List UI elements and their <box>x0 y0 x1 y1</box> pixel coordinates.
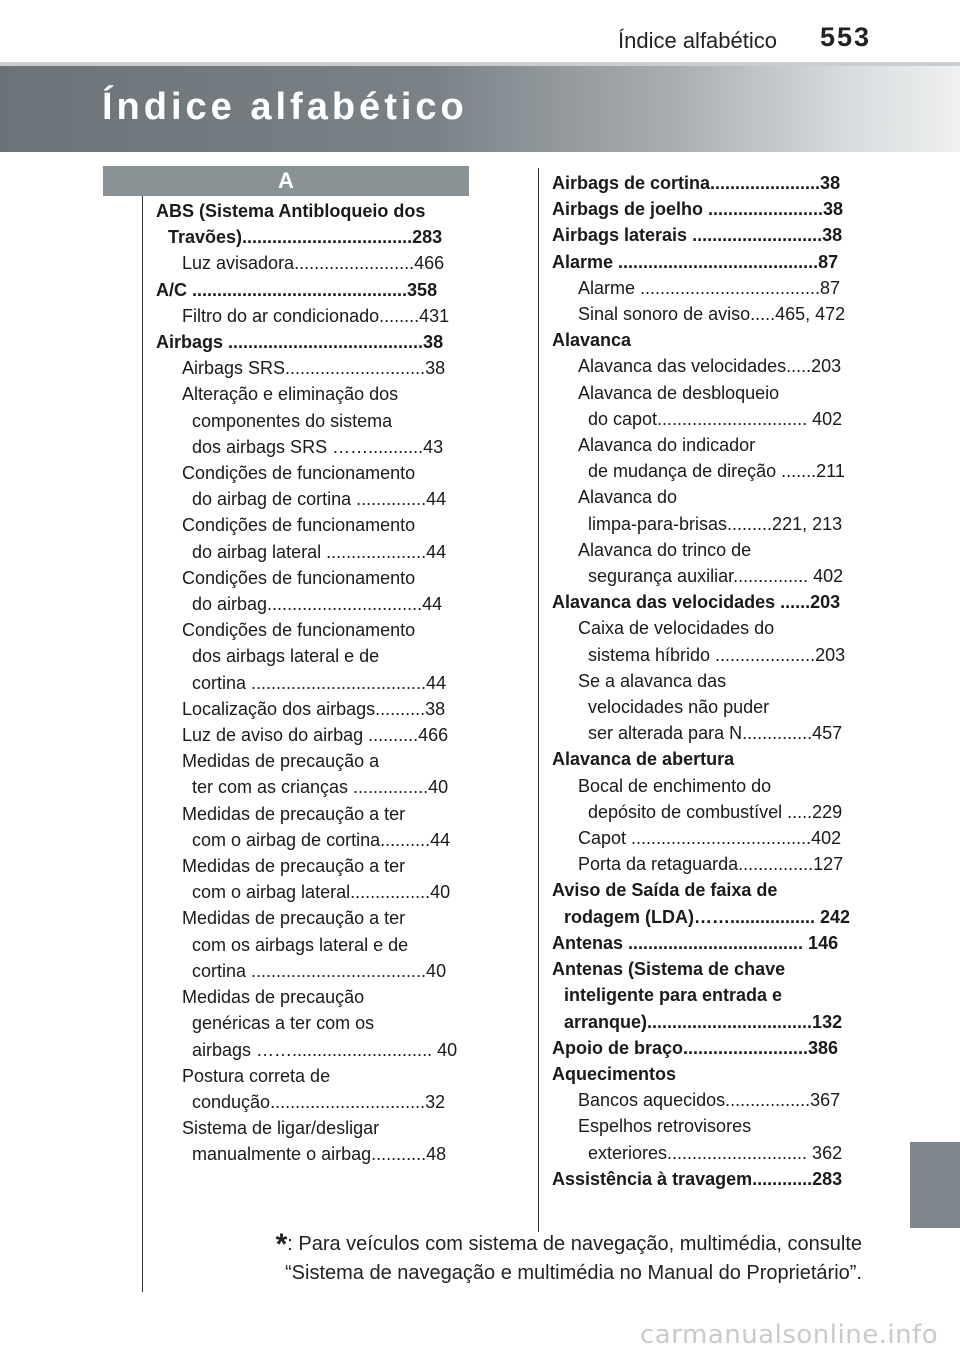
index-entry-line: Alavanca das velocidades ......203 <box>552 592 841 613</box>
index-entry-line: Condições de funcionamento <box>182 515 416 536</box>
footnote-line-1: : Para veículos com sistema de navegação, multimédia, consulte <box>287 1233 862 1255</box>
left-column-rule <box>142 196 143 1292</box>
index-entry-line: condução...............................32 <box>192 1091 446 1112</box>
index-entry-line: Bancos aquecidos.................367 <box>578 1090 841 1111</box>
index-subentry <box>552 537 862 589</box>
index-entry <box>552 1061 862 1087</box>
index-entry-line: Medidas de precaução a ter <box>182 803 406 824</box>
index-entry-line: A/C ...........................................358 <box>156 279 438 300</box>
index-entry <box>552 1035 862 1061</box>
index-entry-line: do airbag de cortina ..............44 <box>192 489 447 510</box>
index-entry-line: ABS (Sistema Antibloqueio dos <box>156 201 426 221</box>
index-subentry <box>552 1113 862 1165</box>
index-entry-line: dos airbags lateral e de <box>192 646 380 667</box>
index-subentry <box>156 617 466 696</box>
index-entry-line: Alarme ........................................87 <box>552 251 839 272</box>
index-subentry <box>552 275 862 301</box>
index-entry-line: Luz de aviso do airbag ..........466 <box>182 725 449 746</box>
column-divider <box>538 168 539 1232</box>
index-entry-line: Postura correta de <box>182 1065 331 1086</box>
index-subentry <box>156 512 466 564</box>
index-entry-line: de mudança de direção .......211 <box>588 461 845 482</box>
index-subentry <box>156 801 466 853</box>
index-subentry <box>156 853 466 905</box>
running-title: Índice alfabético <box>618 28 777 53</box>
index-entry-line: arranque).................................132 <box>564 1011 843 1032</box>
index-entry-line: Apoio de braço.........................386 <box>552 1037 839 1058</box>
index-subentry <box>552 773 862 825</box>
index-entry-line: Bocal de enchimento do <box>578 775 772 796</box>
index-entry <box>552 170 862 196</box>
index-entry-line: Aviso de Saída de faixa de <box>552 880 778 901</box>
index-entry-line: ser alterada para N..............457 <box>588 723 843 744</box>
index-entry <box>552 877 862 929</box>
index-entry-line: Luz avisadora........................466 <box>182 253 445 274</box>
index-entry-line: sistema híbrido ....................203 <box>588 644 846 665</box>
index-subentry <box>552 432 862 484</box>
index-entry-line: Airbags SRS............................38 <box>182 358 446 379</box>
index-subentry <box>156 696 466 722</box>
index-entry-line: do airbag lateral ....................44 <box>192 541 447 562</box>
index-entry-line: Capot ....................................402 <box>578 828 842 849</box>
index-entry-line: Alavanca do trinco de <box>578 539 752 560</box>
index-entry <box>552 589 862 615</box>
index-entry-line: Caixa de velocidades do <box>578 618 775 639</box>
index-entry-line: cortina ...................................40 <box>192 960 447 981</box>
index-entry-line: dos airbags SRS ……...........43 <box>192 436 444 457</box>
index-entry-line: com o airbag de cortina..........44 <box>192 829 451 850</box>
index-subentry <box>552 851 862 877</box>
index-column-left <box>156 198 466 1168</box>
index-entry-line: Alavanca do <box>578 487 678 508</box>
index-subentry <box>156 355 466 381</box>
index-entry-line: Alavanca de abertura <box>552 749 735 770</box>
index-subentry <box>552 668 862 747</box>
index-subentry <box>156 381 466 460</box>
index-entry-line: Sinal sonoro de aviso.....465, 472 <box>578 304 846 325</box>
index-entry <box>552 196 862 222</box>
index-entry-line: Condições de funcionamento <box>182 620 416 641</box>
index-entry-line: Antenas ................................... 146 <box>552 932 839 953</box>
index-subentry <box>552 825 862 851</box>
footnote-line-2: “Sistema de navegação e multimédia no Manual do Proprietário”. <box>285 1262 862 1284</box>
index-entry-line: Sistema de ligar/desligar <box>182 1118 380 1139</box>
footnote <box>190 1230 862 1288</box>
index-entry-line: componentes do sistema <box>192 410 393 431</box>
index-subentry <box>552 615 862 667</box>
index-subentry <box>156 905 466 984</box>
index-entry-line: Se a alavanca das <box>578 670 727 691</box>
page-header <box>0 0 960 62</box>
banner-title: Índice alfabético <box>102 86 468 128</box>
index-entry-line: Assistência à travagem............283 <box>552 1168 843 1189</box>
index-subentry <box>552 353 862 379</box>
index-entry-line: Alavanca do indicador <box>578 435 756 456</box>
index-entry-line: com os airbags lateral e de <box>192 934 409 955</box>
index-entry-line: inteligente para entrada e <box>564 985 783 1006</box>
thumb-index-tab <box>910 1142 960 1228</box>
watermark: carmanualsonline.info <box>640 1320 939 1350</box>
index-entry-line: Antenas (Sistema de chave <box>552 959 786 980</box>
index-entry <box>552 222 862 248</box>
index-entry-line: do capot.............................. 402 <box>588 408 843 429</box>
index-entry-line: Porta da retaguarda...............127 <box>578 854 844 875</box>
index-entry-line: Localização dos airbags..........38 <box>182 698 446 719</box>
index-entry-line: Aquecimentos <box>552 1063 677 1084</box>
index-subentry <box>156 748 466 800</box>
index-entry-line: cortina ...................................44 <box>192 672 447 693</box>
index-entry-line: Alavanca de desbloqueio <box>578 382 780 403</box>
page-number: 553 <box>820 22 872 52</box>
section-letter-header: A <box>103 166 469 196</box>
index-entry-line: Medidas de precaução <box>182 987 365 1008</box>
index-entry-line: Alteração e eliminação dos <box>182 384 399 405</box>
index-entry-line: com o airbag lateral................40 <box>192 882 451 903</box>
index-entry-line: Alarme ....................................87 <box>578 277 841 298</box>
index-entry <box>156 329 466 355</box>
index-entry-line: velocidades não puder <box>588 697 770 718</box>
index-subentry <box>156 250 466 276</box>
index-entry-line: Medidas de precaução a <box>182 751 380 772</box>
index-entry-line: Alavanca <box>552 330 632 351</box>
index-entry <box>552 930 862 956</box>
index-entry-line: exteriores............................ 362 <box>588 1142 843 1163</box>
index-subentry <box>156 984 466 1063</box>
index-entry <box>552 327 862 353</box>
index-entry-line: Condições de funcionamento <box>182 567 416 588</box>
index-entry <box>156 198 466 250</box>
index-entry-line: genéricas a ter com os <box>192 1013 375 1034</box>
index-entry-line: Medidas de precaução a ter <box>182 908 406 929</box>
index-entry-line: Espelhos retrovisores <box>578 1116 752 1137</box>
index-subentry <box>156 1063 466 1115</box>
index-subentry <box>552 301 862 327</box>
index-entry-line: ter com as crianças ...............40 <box>192 777 449 798</box>
index-entry-line: do airbag...............................44 <box>192 594 443 615</box>
index-entry-line: limpa-para-brisas.........221, 213 <box>588 513 843 534</box>
title-banner <box>0 66 960 152</box>
index-subentry <box>552 484 862 536</box>
index-entry-line: segurança auxiliar............... 402 <box>588 566 844 587</box>
index-subentry <box>156 460 466 512</box>
index-entry-line: Airbags de joelho .......................38 <box>552 199 844 220</box>
footnote-asterisk: * <box>275 1228 288 1261</box>
index-entry <box>552 249 862 275</box>
index-subentry <box>156 722 466 748</box>
index-entry-line: Airbags de cortina......................38 <box>552 173 841 193</box>
index-entry <box>552 956 862 1035</box>
index-entry <box>552 1166 862 1192</box>
index-entry-line: Airbags .......................................38 <box>156 332 444 353</box>
index-entry-line: Filtro do ar condicionado........431 <box>182 305 450 326</box>
index-subentry <box>552 1087 862 1113</box>
index-entry-line: Travões)..................................283 <box>168 227 443 248</box>
index-subentry <box>156 565 466 617</box>
index-entry-line: depósito de combustível .....229 <box>588 801 843 822</box>
index-subentry <box>156 1115 466 1167</box>
index-entry <box>552 746 862 772</box>
index-entry-line: manualmente o airbag...........48 <box>192 1144 447 1165</box>
index-entry-line: Alavanca das velocidades.....203 <box>578 356 842 377</box>
index-column-right <box>552 170 862 1192</box>
index-entry-line: airbags ……............................ 40 <box>192 1039 458 1060</box>
index-entry <box>156 277 466 303</box>
index-entry-line: Airbags laterais ..........................38 <box>552 225 843 246</box>
index-subentry <box>552 380 862 432</box>
index-subentry <box>156 303 466 329</box>
index-entry-line: Condições de funcionamento <box>182 463 416 484</box>
index-entry-line: rodagem (LDA)……................. 242 <box>564 906 851 927</box>
index-entry-line: Medidas de precaução a ter <box>182 856 406 877</box>
